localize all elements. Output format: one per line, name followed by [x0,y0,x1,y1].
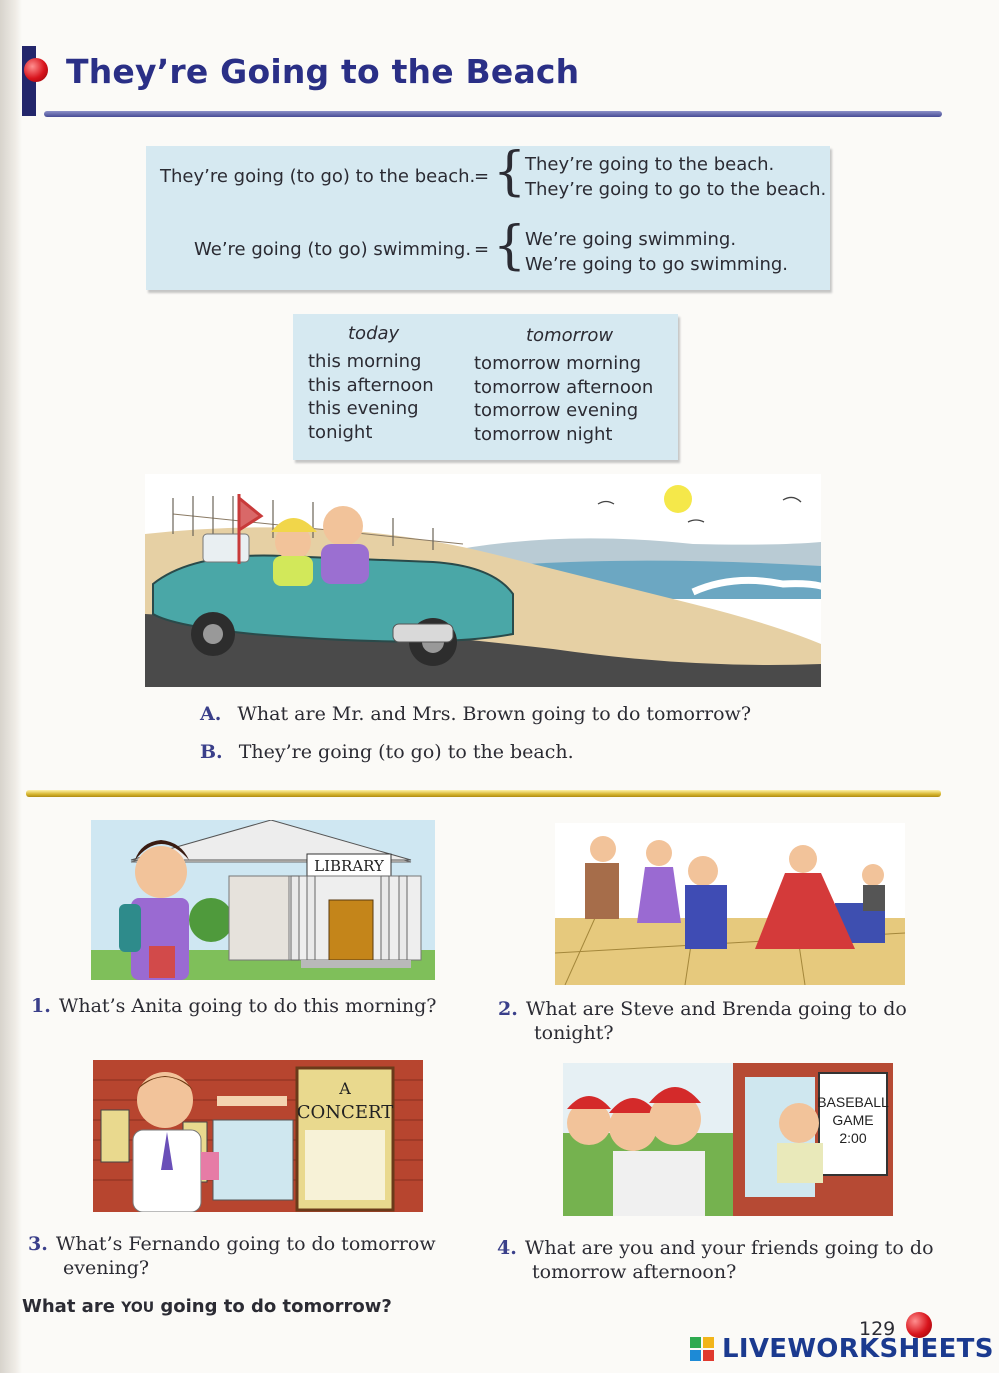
today-item: this morning [308,351,422,372]
exercise-number: 2. [498,998,518,1020]
dialog-a-text: What are Mr. and Mrs. Brown going to do tomorrow? [237,703,752,725]
section-divider [26,790,941,797]
baseball-illustration [563,1063,893,1216]
tomorrow-item: tomorrow evening [474,400,639,421]
exercise-1 [31,994,471,1018]
beach-car-illustration [133,474,821,687]
footer-question [22,1296,392,1317]
exercise-number: 3. [28,1233,48,1255]
liveworksheets-brand[interactable]: LIVEWORKSHEETS [722,1334,994,1364]
page-number: 129 [859,1318,896,1340]
dialog-b-text: They’re going (to go) to the beach. [238,741,574,763]
grammar-row1-right1: They’re going to the beach. [525,154,775,175]
concert-illustration [93,1060,423,1212]
red-bullet-icon [24,58,48,82]
footer-question-part: going to do tomorrow? [154,1296,392,1317]
exercise-text: What are you and your friends going to do tomorrow afternoon? [524,1237,934,1283]
grammar-row1-right2: They’re going to go to the beach. [525,179,827,200]
tomorrow-item: tomorrow afternoon [474,376,654,398]
exercise-number: 1. [31,995,51,1017]
grammar-row2-left: We’re going (to go) swimming. [194,239,472,260]
today-item: this evening [308,398,419,419]
tomorrow-list [474,352,653,446]
grammar-row1-equals: = [474,166,490,187]
baseball-sign-line2: GAME [832,1112,874,1128]
concert-sign: CONCERT [296,1102,394,1123]
dialog-line-b [200,741,574,763]
exercise-text: What’s Fernando going to do tomorrow evening? [55,1233,436,1279]
footer-question-you: YOU [121,1300,155,1316]
title-rule [44,111,942,117]
liveworksheets-logo-icon [690,1337,714,1361]
grammar-row2-equals: = [474,239,490,260]
exercise-2 [498,997,938,1045]
page-title: They’re Going to the Beach [66,52,580,91]
page-gutter [0,0,22,1373]
brace-icon: { [493,142,527,202]
tomorrow-header: tomorrow [526,325,614,346]
footer-question-part: What are [22,1296,122,1317]
exercise-number: 4. [497,1237,517,1259]
dialog-line-a [200,703,751,725]
speaker-a-label: A. [200,703,222,725]
exercise-text: What are Steve and Brenda going to do tonight? [525,998,907,1044]
today-item: tonight [308,421,373,443]
library-illustration [91,820,435,980]
exercise-3 [28,1232,468,1280]
exercise-text: What’s Anita going to do this morning? [58,995,437,1017]
today-list [308,350,434,444]
grammar-row2-right1: We’re going swimming. [525,229,737,250]
tomorrow-item: tomorrow night [474,423,613,445]
baseball-sign-line1: BASEBALL [817,1094,889,1110]
today-header: today [348,323,400,344]
tomorrow-item: tomorrow morning [474,353,642,374]
concert-sign-a: A [339,1079,351,1098]
baseball-sign-time: 2:00 [839,1130,867,1146]
today-item: this afternoon [308,374,434,396]
exercise-4 [497,1236,937,1284]
speaker-b-label: B. [200,741,223,763]
brace-icon: { [493,216,527,276]
grammar-row1-left: They’re going (to go) to the beach. [160,166,476,187]
library-sign: LIBRARY [314,857,384,875]
dancing-illustration [555,823,905,985]
grammar-row2-right2: We’re going to go swimming. [525,254,789,275]
